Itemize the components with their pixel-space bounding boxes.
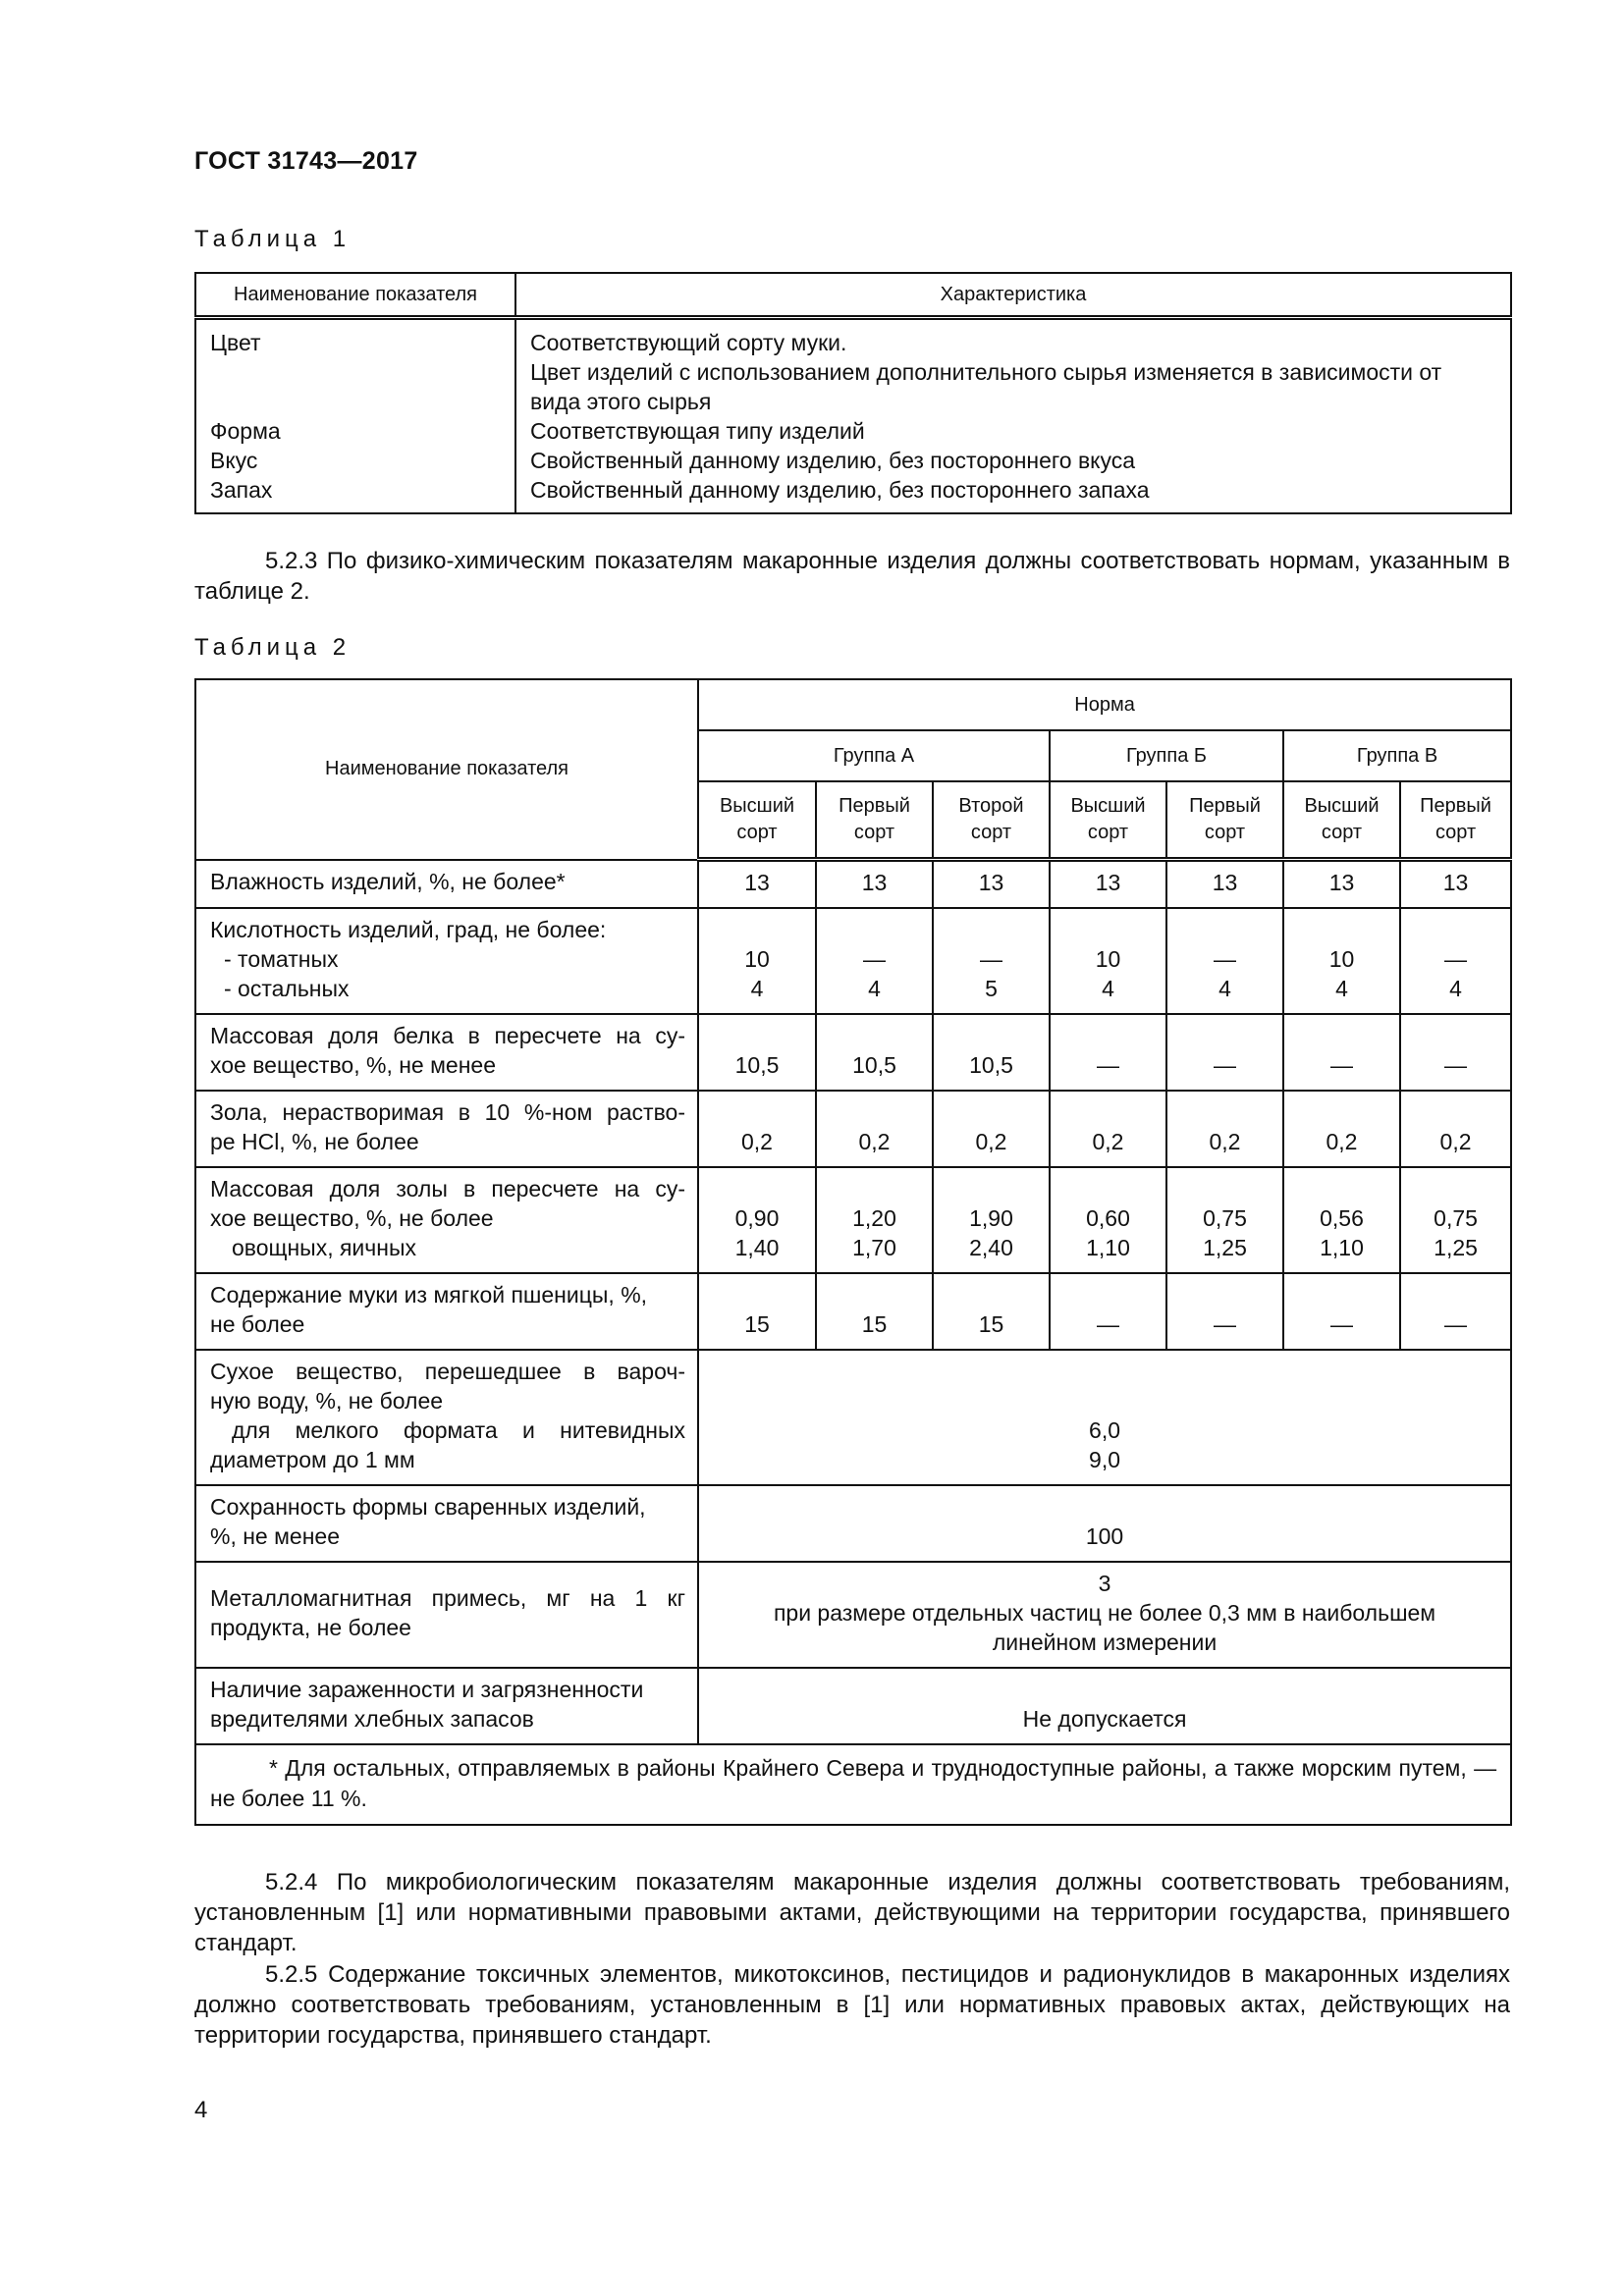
table1-name: Вкус <box>210 448 258 473</box>
table2-cell: — 4 <box>1400 908 1511 1014</box>
table2-header-sort: Первый сорт <box>816 781 933 860</box>
table1 <box>194 272 1512 514</box>
table2-cell: 15 <box>816 1273 933 1350</box>
paragraph-5-2-5 <box>194 1959 1510 2051</box>
table2-cell: — <box>1400 1014 1511 1091</box>
table2-cell: 13 <box>1400 860 1511 909</box>
table2-cell: 0,75 1,25 <box>1166 1167 1283 1273</box>
table2-cell: 13 <box>1166 860 1283 909</box>
table2-cell: 1,90 2,40 <box>933 1167 1050 1273</box>
table2-cell: 13 <box>933 860 1050 909</box>
table2-cell: — <box>1050 1273 1166 1350</box>
paragraph-5-2-4-text: 5.2.4 По микробиологическим показателям макаронные изделия должны соответствовать требованиям, установленным [1] или нормативными правовыми актами, действующими на территории государства, принявшего стандарт. <box>194 1869 1510 1956</box>
table2-row-shape-retention <box>195 1485 1511 1562</box>
table2-cell: 10 4 <box>1283 908 1400 1014</box>
table2-span-cell: 3 при размере отдельных частиц не более 0,3 мм в наибольшем линейном измерении <box>698 1562 1511 1668</box>
table2-row-name: Наличие зараженности и загрязненности вредителями хлебных запасов <box>195 1668 698 1744</box>
table2-cell: 10,5 <box>816 1014 933 1091</box>
table2 <box>194 678 1512 1826</box>
table2-header-sort: Высший сорт <box>698 781 816 860</box>
table2-span-cell: 6,0 9,0 <box>698 1350 1511 1485</box>
table1-names-cell <box>195 318 515 514</box>
table2-cell: 0,90 1,40 <box>698 1167 816 1273</box>
table2-header-name: Наименование показателя <box>195 679 698 860</box>
table2-header-group-a: Группа А <box>698 730 1050 781</box>
table2-cell: — 4 <box>1166 908 1283 1014</box>
table2-header-norm: Норма <box>698 679 1511 730</box>
table2-cell: 15 <box>698 1273 816 1350</box>
table2-row-infestation <box>195 1668 1511 1744</box>
table2-cell: 1,20 1,70 <box>816 1167 933 1273</box>
table2-row-name: Влажность изделий, %, не более* <box>195 860 698 909</box>
table2-row-name: Содержание муки из мягкой пшеницы, %, не более <box>195 1273 698 1350</box>
table2-cell: 0,60 1,10 <box>1050 1167 1166 1273</box>
table1-values-cell <box>515 318 1511 514</box>
table2-header-group-v: Группа В <box>1283 730 1511 781</box>
table2-row-acidity <box>195 908 1511 1014</box>
table1-value: Соответствующая типу изделий <box>530 418 865 444</box>
table2-row-insoluble-ash <box>195 1091 1511 1167</box>
table2-cell: 0,75 1,25 <box>1400 1167 1511 1273</box>
table2-caption: Таблица 2 <box>194 634 352 661</box>
table2-row-metal-impurity <box>195 1562 1511 1668</box>
table2-cell: 0,2 <box>1166 1091 1283 1167</box>
table2-cell: — <box>1400 1273 1511 1350</box>
table2-cell: 15 <box>933 1273 1050 1350</box>
document-header: ГОСТ 31743—2017 <box>194 147 418 175</box>
table2-row-name: Сохранность формы сваренных изделий, %, не менее <box>195 1485 698 1562</box>
table2-header-sort: Высший сорт <box>1050 781 1166 860</box>
table2-cell: 13 <box>816 860 933 909</box>
table2-row-name: Металломагнитная примесь, мг на 1 кг продукта, не более <box>195 1562 698 1668</box>
table2-cell: — 4 <box>816 908 933 1014</box>
table2-header-sort: Первый сорт <box>1400 781 1511 860</box>
paragraph-5-2-4 <box>194 1867 1510 1958</box>
table1-name-spacer <box>210 357 501 387</box>
table2-cell: 0,2 <box>698 1091 816 1167</box>
table2-row-dry-matter <box>195 1350 1511 1485</box>
table1-caption: Таблица 1 <box>194 226 352 252</box>
table2-header-sort: Первый сорт <box>1166 781 1283 860</box>
table2-cell: 0,2 <box>1400 1091 1511 1167</box>
table2-cell: — <box>1283 1273 1400 1350</box>
table2-row-ash <box>195 1167 1511 1273</box>
table1-value: Свойственный данному изделию, без постороннего запаха <box>530 477 1150 503</box>
table2-row-soft-wheat <box>195 1273 1511 1350</box>
table1-name-spacer <box>210 387 501 416</box>
table2-span-cell: Не допускается <box>698 1668 1511 1744</box>
table2-header-sort: Высший сорт <box>1283 781 1400 860</box>
table2-cell: 0,2 <box>933 1091 1050 1167</box>
table2-header-group-b: Группа Б <box>1050 730 1283 781</box>
table1-header-characteristic: Характеристика <box>515 273 1511 318</box>
paragraph-5-2-3-text: 5.2.3 По физико-химическим показателям макаронные изделия должны соответствовать нормам, указанным в таблице 2. <box>194 548 1510 605</box>
table2-cell: 13 <box>698 860 816 909</box>
table1-header-name: Наименование показателя <box>195 273 515 318</box>
table2-cell: 13 <box>1283 860 1400 909</box>
table2-cell: 10 4 <box>1050 908 1166 1014</box>
table1-body-row <box>195 318 1511 514</box>
paragraph-5-2-3 <box>194 546 1510 607</box>
table2-row-name: Массовая доля белка в пересчете на су- хое вещество, %, не менее <box>195 1014 698 1091</box>
table2-span-cell: 100 <box>698 1485 1511 1562</box>
table1-name: Цвет <box>210 330 261 355</box>
table2-cell: 13 <box>1050 860 1166 909</box>
page-number: 4 <box>194 2097 208 2123</box>
table2-cell: 0,2 <box>1050 1091 1166 1167</box>
table2-cell: 10 4 <box>698 908 816 1014</box>
table2-row-name: Кислотность изделий, град, не более: - томатных - остальных <box>195 908 698 1014</box>
table2-cell: — <box>1166 1273 1283 1350</box>
table2-cell: 0,2 <box>1283 1091 1400 1167</box>
table2-row-name: Зола, нерастворимая в 10 %-ном раство- ре НСl, %, не более <box>195 1091 698 1167</box>
table2-cell: — <box>1166 1014 1283 1091</box>
table2-footnote-row <box>195 1744 1511 1825</box>
table1-value: Свойственный данному изделию, без постороннего вкуса <box>530 448 1136 473</box>
table2-cell: — 5 <box>933 908 1050 1014</box>
table2-cell: 10,5 <box>933 1014 1050 1091</box>
table2-footnote: * Для остальных, отправляемых в районы Крайнего Севера и труднодоступные районы, а также морским путем, — не более 11 %. <box>195 1744 1511 1825</box>
table1-name: Запах <box>210 477 273 503</box>
table2-header-sort: Второй сорт <box>933 781 1050 860</box>
table1-name: Форма <box>210 418 281 444</box>
table2-row-name: Сухое вещество, перешедшее в вароч- ную воду, %, не более для мелкого формата и нитевидных диаметром до 1 мм <box>195 1350 698 1485</box>
table2-cell: 0,56 1,10 <box>1283 1167 1400 1273</box>
table1-value: Соответствующий сорту муки. <box>530 330 847 355</box>
paragraph-5-2-5-text: 5.2.5 Содержание токсичных элементов, микотоксинов, пестицидов и радионуклидов в макаронных изделиях должно соответствовать требованиям, установленным в [1] или нормативных правовых актах, действующих на территории государства, принявшего стандарт. <box>194 1961 1510 2049</box>
table2-cell: 10,5 <box>698 1014 816 1091</box>
table1-value: Цвет изделий с использованием дополнительного сырья изменяется в зависимости от вида этого сырья <box>530 359 1442 414</box>
table2-cell: — <box>1283 1014 1400 1091</box>
table2-cell: 0,2 <box>816 1091 933 1167</box>
table2-row-name: Массовая доля золы в пересчете на су- хое вещество, %, не более овощных, яичных <box>195 1167 698 1273</box>
table2-row-protein <box>195 1014 1511 1091</box>
table2-row-moisture <box>195 860 1511 909</box>
table2-cell: — <box>1050 1014 1166 1091</box>
